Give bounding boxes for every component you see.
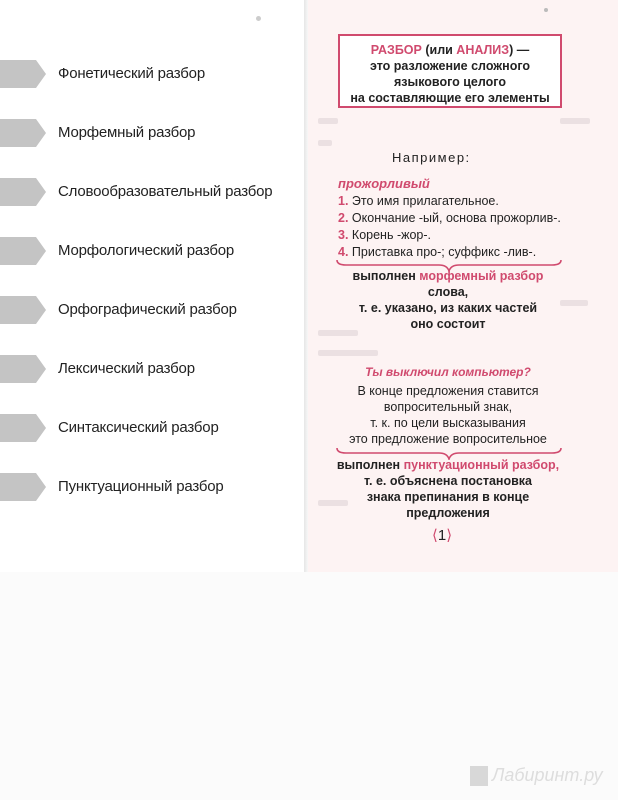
bleed-through-mark bbox=[318, 140, 332, 146]
scan-spot bbox=[544, 8, 548, 12]
definition-text bbox=[340, 42, 560, 106]
list-item: 2. Окончание -ый, основа прожорлив-. bbox=[338, 211, 561, 225]
menu-item-morphological bbox=[0, 237, 290, 265]
example-heading: Например: bbox=[392, 150, 471, 165]
menu-item-label: Морфологический разбор bbox=[58, 242, 235, 259]
menu-item-syntactic bbox=[0, 414, 290, 442]
list-item: 4. Приставка про-; суффикс -лив-. bbox=[338, 245, 537, 259]
scan-spot bbox=[256, 16, 261, 21]
example-list bbox=[338, 193, 561, 261]
bleed-through-mark bbox=[560, 300, 588, 306]
menu-item-morphemic bbox=[0, 119, 290, 147]
menu-item-punctuation bbox=[0, 473, 290, 501]
arrow-marker-icon bbox=[0, 296, 46, 324]
example-question: Ты выключил компьютер? bbox=[365, 365, 531, 379]
bleed-through-mark bbox=[318, 118, 338, 124]
definition-box bbox=[338, 34, 562, 108]
punctuation-explanation: В конце предложения ставится вопросительный знак, т. к. по цели высказывания это предложение вопросительное bbox=[349, 384, 547, 446]
arrow-marker-icon bbox=[0, 119, 46, 147]
definition-line: это разложение сложного bbox=[369, 59, 531, 73]
watermark bbox=[470, 762, 610, 790]
punctuation-result: выполнен пунктуационный разбор, т. е. объяснена постановка знака препинания в конце предложения bbox=[336, 458, 560, 520]
example-word: прожорливый bbox=[338, 176, 430, 191]
definition-line: языкового целого bbox=[394, 75, 506, 89]
bleed-through-mark bbox=[560, 118, 590, 124]
watermark-text: Лабиринт.ру bbox=[492, 765, 603, 785]
menu-item-label: Пунктуационный разбор bbox=[58, 478, 224, 495]
term-connector: (или bbox=[421, 43, 457, 57]
arrow-marker-icon bbox=[0, 60, 46, 88]
list-item: 3. Корень -жор-. bbox=[338, 228, 432, 242]
term-analiz: АНАЛИЗ bbox=[456, 43, 510, 57]
menu-item-label: Орфографический разбор bbox=[58, 301, 237, 318]
menu-item-word-formation bbox=[0, 178, 290, 206]
menu-item-label: Фонетический разбор bbox=[58, 65, 205, 82]
morphemic-result: выполнен морфемный разбор слова, т. е. указано, из каких частей оно состоит bbox=[352, 269, 544, 331]
labirint-logo-icon bbox=[470, 766, 488, 786]
menu-item-label: Морфемный разбор bbox=[58, 124, 196, 141]
term-razbor: РАЗБОР bbox=[370, 43, 422, 57]
arrow-marker-icon bbox=[0, 237, 46, 265]
definition-line: на составляющие его элементы bbox=[350, 91, 550, 105]
list-item: 1. Это имя прилагательное. bbox=[338, 194, 499, 208]
menu-item-phonetic bbox=[0, 60, 290, 88]
menu-item-label: Синтаксический разбор bbox=[58, 419, 219, 436]
page-number: ⟨1⟩ bbox=[432, 527, 453, 544]
menu-item-orthographic bbox=[0, 296, 290, 324]
arrow-marker-icon bbox=[0, 414, 46, 442]
arrow-marker-icon bbox=[0, 355, 46, 383]
menu-item-lexical bbox=[0, 355, 290, 383]
menu-item-label: Лексический разбор bbox=[58, 360, 195, 377]
term-close: ) — bbox=[509, 43, 530, 57]
arrow-marker-icon bbox=[0, 473, 46, 501]
arrow-marker-icon bbox=[0, 178, 46, 206]
menu-item-label: Словообразовательный разбор bbox=[58, 183, 273, 200]
bleed-through-mark bbox=[318, 350, 378, 356]
